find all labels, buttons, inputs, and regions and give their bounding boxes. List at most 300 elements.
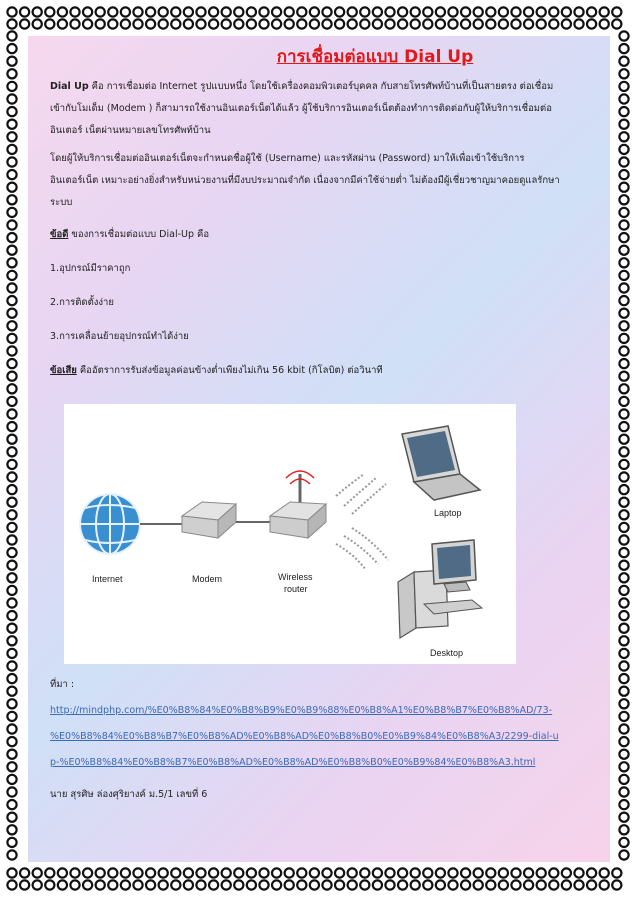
border-ring (461, 868, 470, 877)
border-ring (7, 447, 16, 456)
border-ring (385, 19, 394, 28)
border-ring (7, 283, 16, 292)
border-ring (247, 868, 256, 877)
border-ring (619, 787, 628, 796)
border-ring (70, 880, 79, 889)
border-ring (7, 321, 16, 330)
border-ring (619, 334, 628, 343)
border-ring (398, 7, 407, 16)
border-ring (285, 7, 294, 16)
source-link[interactable]: http://mindphp.com/%E0%B8%84%E0%B8%B9%E0%B9%88%E0%B8%A1%E0%B8%B7%E0%B8%AD/73-%E0%B8%84%E0%B8%B7%E0%B8%AD%E0%B8%AD%E0%B8%B0%E0%B9%84%E0%B8%A3/2299-dial-up-%E0%B8%84%E0%B8%B7%E0%B8%AD%E0%B8%AD%E0%B8%B0%E0%B9%84%E0%B8%A3.html (50, 705, 559, 768)
border-ring (7, 145, 16, 154)
border-ring (297, 19, 306, 28)
border-ring (549, 7, 558, 16)
border-ring (285, 880, 294, 889)
page-title (50, 44, 560, 70)
border-ring (619, 107, 628, 116)
border-ring (108, 19, 117, 28)
border-ring (619, 44, 628, 53)
border-ring (58, 868, 67, 877)
border-ring (619, 246, 628, 255)
border-ring (247, 19, 256, 28)
border-ring (7, 31, 16, 40)
border-ring (486, 19, 495, 28)
border-ring (587, 7, 596, 16)
border-ring (7, 498, 16, 507)
border-ring (7, 775, 16, 784)
border-ring (58, 7, 67, 16)
border-ring (7, 687, 16, 696)
border-ring (272, 7, 281, 16)
laptop-label: Laptop (434, 508, 462, 518)
border-ring (600, 7, 609, 16)
modem-label: Modem (192, 574, 223, 584)
border-ring (436, 880, 445, 889)
border-ring (619, 183, 628, 192)
border-ring (297, 7, 306, 16)
border-ring (33, 7, 42, 16)
border-ring (322, 880, 331, 889)
border-ring (524, 880, 533, 889)
border-ring (108, 868, 117, 877)
border-ring (619, 120, 628, 129)
border-ring (461, 7, 470, 16)
border-ring (209, 19, 218, 28)
border-ring (121, 880, 130, 889)
border-ring (159, 868, 168, 877)
border-ring (7, 435, 16, 444)
border-ring (474, 880, 483, 889)
border-ring (549, 868, 558, 877)
border-ring (524, 19, 533, 28)
border-ring (83, 880, 92, 889)
border-ring (562, 868, 571, 877)
border-ring (385, 868, 394, 877)
border-ring (511, 19, 520, 28)
border-ring (7, 246, 16, 255)
border-ring (133, 7, 142, 16)
border-ring (348, 880, 357, 889)
border-ring (7, 573, 16, 582)
border-ring (448, 7, 457, 16)
border-ring (335, 19, 344, 28)
border-ring (171, 19, 180, 28)
border-ring (7, 724, 16, 733)
border-ring (423, 868, 432, 877)
border-ring (385, 7, 394, 16)
border-ring (20, 868, 29, 877)
border-ring (222, 880, 231, 889)
border-ring (234, 880, 243, 889)
border-ring (285, 868, 294, 877)
border-ring (461, 880, 470, 889)
border-ring (7, 561, 16, 570)
border-ring (96, 880, 105, 889)
border-ring (619, 523, 628, 532)
border-ring (619, 800, 628, 809)
border-ring (171, 868, 180, 877)
wireless-router-icon (270, 471, 326, 538)
border-ring (524, 7, 533, 16)
border-ring (486, 7, 495, 16)
border-ring (7, 586, 16, 595)
border-ring (486, 868, 495, 877)
border-ring (360, 880, 369, 889)
border-ring (423, 7, 432, 16)
border-ring (121, 868, 130, 877)
desktop-icon (398, 540, 482, 638)
router-label-line1: Wireless (278, 572, 313, 582)
cons-label: ข้อเสีย (50, 365, 77, 376)
border-ring (436, 7, 445, 16)
border-ring (7, 233, 16, 242)
border-ring (619, 283, 628, 292)
network-diagram (64, 404, 516, 664)
border-ring (335, 7, 344, 16)
border-ring (83, 7, 92, 16)
intro-paragraph (50, 76, 560, 142)
border-ring (184, 7, 193, 16)
border-ring (619, 750, 628, 759)
border-ring (619, 397, 628, 406)
border-ring (524, 868, 533, 877)
border-ring (108, 880, 117, 889)
border-ring (7, 346, 16, 355)
border-ring (619, 548, 628, 557)
border-ring (448, 880, 457, 889)
border-ring (7, 838, 16, 847)
border-ring (448, 868, 457, 877)
border-ring (259, 19, 268, 28)
border-ring (619, 661, 628, 670)
border-ring (619, 271, 628, 280)
border-ring (7, 7, 16, 16)
border-ring (7, 661, 16, 670)
border-ring (146, 868, 155, 877)
border-ring (499, 880, 508, 889)
border-ring (619, 31, 628, 40)
border-ring (499, 7, 508, 16)
border-ring (7, 170, 16, 179)
network-diagram-graphic (64, 404, 516, 664)
border-ring (619, 724, 628, 733)
border-ring (121, 19, 130, 28)
border-ring (20, 7, 29, 16)
border-ring (600, 880, 609, 889)
border-ring (619, 813, 628, 822)
document-content (50, 44, 560, 394)
intro-text: คือ การเชื่อมต่อ Internet รูปแบบหนึ่ง โดยใช้เครื่องคอมพิวเตอร์บุคคล กับสายโทรศัพท์บ้านที่เป็นสายตรง ต่อเชื่อมเข้ากับโมเด็ม (Modem ) ก็สามารถใช้งานอินเตอร์เน็ตได้แล้ว ผู้ใช้บริการอินเตอร์เน็ตต้องทำการติดต่อกับผู้ให้บริการเชื่อมต่ออินเตอร์ เน็ตผ่านหมายเลขโทรศัพท์บ้าน (50, 81, 554, 136)
border-ring (7, 120, 16, 129)
border-ring (436, 19, 445, 28)
border-ring (108, 7, 117, 16)
border-ring (612, 880, 621, 889)
border-ring (7, 296, 16, 305)
border-ring (619, 359, 628, 368)
border-ring (209, 868, 218, 877)
border-ring (474, 868, 483, 877)
border-ring (436, 868, 445, 877)
border-ring (7, 258, 16, 267)
border-ring (159, 7, 168, 16)
border-ring (7, 472, 16, 481)
border-ring (619, 460, 628, 469)
border-ring (96, 19, 105, 28)
border-ring (7, 523, 16, 532)
border-ring (33, 19, 42, 28)
border-ring (7, 19, 16, 28)
pros-heading (50, 224, 560, 246)
border-ring (133, 880, 142, 889)
border-ring (7, 699, 16, 708)
border-ring (619, 561, 628, 570)
border-ring (619, 435, 628, 444)
border-ring (619, 485, 628, 494)
border-ring (348, 7, 357, 16)
border-ring (7, 674, 16, 683)
border-ring (7, 485, 16, 494)
border-ring (7, 712, 16, 721)
border-ring (619, 57, 628, 66)
border-ring (474, 19, 483, 28)
border-ring (7, 195, 16, 204)
title-english: Dial Up (404, 47, 474, 67)
border-ring (619, 498, 628, 507)
border-ring (209, 7, 218, 16)
border-ring (45, 880, 54, 889)
internet-label: Internet (92, 574, 123, 584)
border-ring (574, 880, 583, 889)
author-line: นาย สุรศิษ ล่องศุริยางค์ ม.5/1 เลขที่ 6 (50, 789, 208, 800)
border-ring (348, 868, 357, 877)
border-ring (7, 183, 16, 192)
border-ring (619, 384, 628, 393)
border-ring (587, 868, 596, 877)
pros-text: ของการเชื่อมต่อแบบ Dial-Up คือ (68, 229, 210, 240)
border-ring (184, 19, 193, 28)
border-ring (373, 7, 382, 16)
border-ring (619, 535, 628, 544)
border-ring (7, 57, 16, 66)
border-ring (171, 7, 180, 16)
border-ring (146, 7, 155, 16)
border-ring (7, 787, 16, 796)
border-ring (146, 19, 155, 28)
border-ring (272, 880, 281, 889)
border-ring (574, 868, 583, 877)
border-ring (398, 868, 407, 877)
border-ring (385, 880, 394, 889)
border-ring (310, 880, 319, 889)
border-ring (7, 359, 16, 368)
border-ring (247, 880, 256, 889)
border-ring (272, 868, 281, 877)
pros-item: 1.อุปกรณ์มีราคาถูก (50, 263, 131, 274)
border-ring (562, 19, 571, 28)
border-ring (612, 7, 621, 16)
border-ring (7, 44, 16, 53)
border-ring (619, 233, 628, 242)
border-ring (619, 762, 628, 771)
border-ring (45, 7, 54, 16)
border-ring (7, 271, 16, 280)
border-ring (537, 880, 546, 889)
border-ring (7, 384, 16, 393)
border-ring (619, 472, 628, 481)
border-ring (209, 880, 218, 889)
border-ring (58, 19, 67, 28)
border-ring (619, 309, 628, 318)
border-ring (196, 880, 205, 889)
border-ring (322, 19, 331, 28)
border-ring (33, 880, 42, 889)
border-ring (20, 880, 29, 889)
border-ring (234, 19, 243, 28)
border-ring (7, 397, 16, 406)
border-ring (619, 586, 628, 595)
border-ring (360, 19, 369, 28)
border-ring (184, 880, 193, 889)
border-ring (310, 868, 319, 877)
border-ring (322, 868, 331, 877)
border-ring (474, 7, 483, 16)
border-ring (322, 7, 331, 16)
border-ring (348, 19, 357, 28)
border-ring (70, 19, 79, 28)
border-ring (461, 19, 470, 28)
border-ring (619, 409, 628, 418)
border-ring (499, 868, 508, 877)
border-ring (486, 880, 495, 889)
border-ring (619, 372, 628, 381)
intro-lead: Dial Up (50, 81, 89, 92)
border-ring (373, 19, 382, 28)
border-ring (619, 422, 628, 431)
border-ring (7, 132, 16, 141)
border-ring (574, 7, 583, 16)
border-ring (7, 636, 16, 645)
border-ring (96, 7, 105, 16)
border-ring (619, 611, 628, 620)
border-ring (619, 775, 628, 784)
border-ring (234, 868, 243, 877)
border-ring (7, 624, 16, 633)
border-ring (619, 170, 628, 179)
border-ring (159, 19, 168, 28)
border-ring (511, 880, 520, 889)
border-ring (549, 880, 558, 889)
border-ring (196, 19, 205, 28)
border-ring (537, 19, 546, 28)
border-ring (7, 800, 16, 809)
border-ring (196, 868, 205, 877)
border-ring (7, 510, 16, 519)
border-ring (619, 145, 628, 154)
border-ring (83, 868, 92, 877)
border-ring (7, 69, 16, 78)
border-ring (619, 69, 628, 78)
border-ring (259, 868, 268, 877)
border-ring (335, 868, 344, 877)
border-ring (7, 598, 16, 607)
border-ring (499, 19, 508, 28)
border-ring (259, 880, 268, 889)
laptop-icon (402, 426, 480, 500)
border-ring (619, 573, 628, 582)
border-ring (222, 19, 231, 28)
border-ring (58, 880, 67, 889)
border-ring (619, 132, 628, 141)
globe-icon (80, 494, 140, 554)
border-ring (619, 296, 628, 305)
border-ring (7, 535, 16, 544)
border-ring (562, 880, 571, 889)
border-ring (297, 868, 306, 877)
border-ring (398, 880, 407, 889)
border-ring (612, 19, 621, 28)
border-ring (574, 19, 583, 28)
border-ring (448, 19, 457, 28)
border-ring (20, 19, 29, 28)
border-ring (619, 321, 628, 330)
border-ring (549, 19, 558, 28)
border-ring (373, 868, 382, 877)
border-ring (7, 737, 16, 746)
cons-text: คืออัตราการรับส่งข้อมูลค่อนข้างต่ำเพียงไม่เกิน 56 kbit (กิโลบิต) ต่อวินาที (76, 365, 383, 376)
border-ring (619, 838, 628, 847)
border-ring (83, 19, 92, 28)
border-ring (619, 82, 628, 91)
border-ring (619, 157, 628, 166)
border-ring (121, 7, 130, 16)
border-ring (7, 309, 16, 318)
border-ring (619, 220, 628, 229)
border-ring (619, 687, 628, 696)
router-label-line2: router (284, 584, 308, 594)
border-ring (70, 868, 79, 877)
border-ring (96, 868, 105, 877)
border-ring (398, 19, 407, 28)
border-ring (285, 19, 294, 28)
border-ring (7, 762, 16, 771)
border-ring (411, 19, 420, 28)
border-ring (619, 208, 628, 217)
border-ring (411, 7, 420, 16)
border-ring (310, 7, 319, 16)
border-ring (619, 94, 628, 103)
border-ring (310, 19, 319, 28)
border-ring (7, 82, 16, 91)
source-label: ที่มา : (50, 679, 75, 690)
border-ring (7, 107, 16, 116)
border-ring (7, 880, 16, 889)
border-ring (511, 868, 520, 877)
border-ring (619, 510, 628, 519)
border-ring (7, 372, 16, 381)
border-ring (619, 712, 628, 721)
border-ring (537, 868, 546, 877)
title-thai: การเชื่อมต่อแบบ (276, 47, 399, 67)
border-ring (335, 880, 344, 889)
wifi-signal-icon (336, 474, 386, 514)
modem-icon (182, 502, 236, 538)
border-ring (234, 7, 243, 16)
border-ring (619, 850, 628, 859)
border-ring (171, 880, 180, 889)
border-ring (146, 880, 155, 889)
border-ring (7, 334, 16, 343)
border-ring (360, 7, 369, 16)
